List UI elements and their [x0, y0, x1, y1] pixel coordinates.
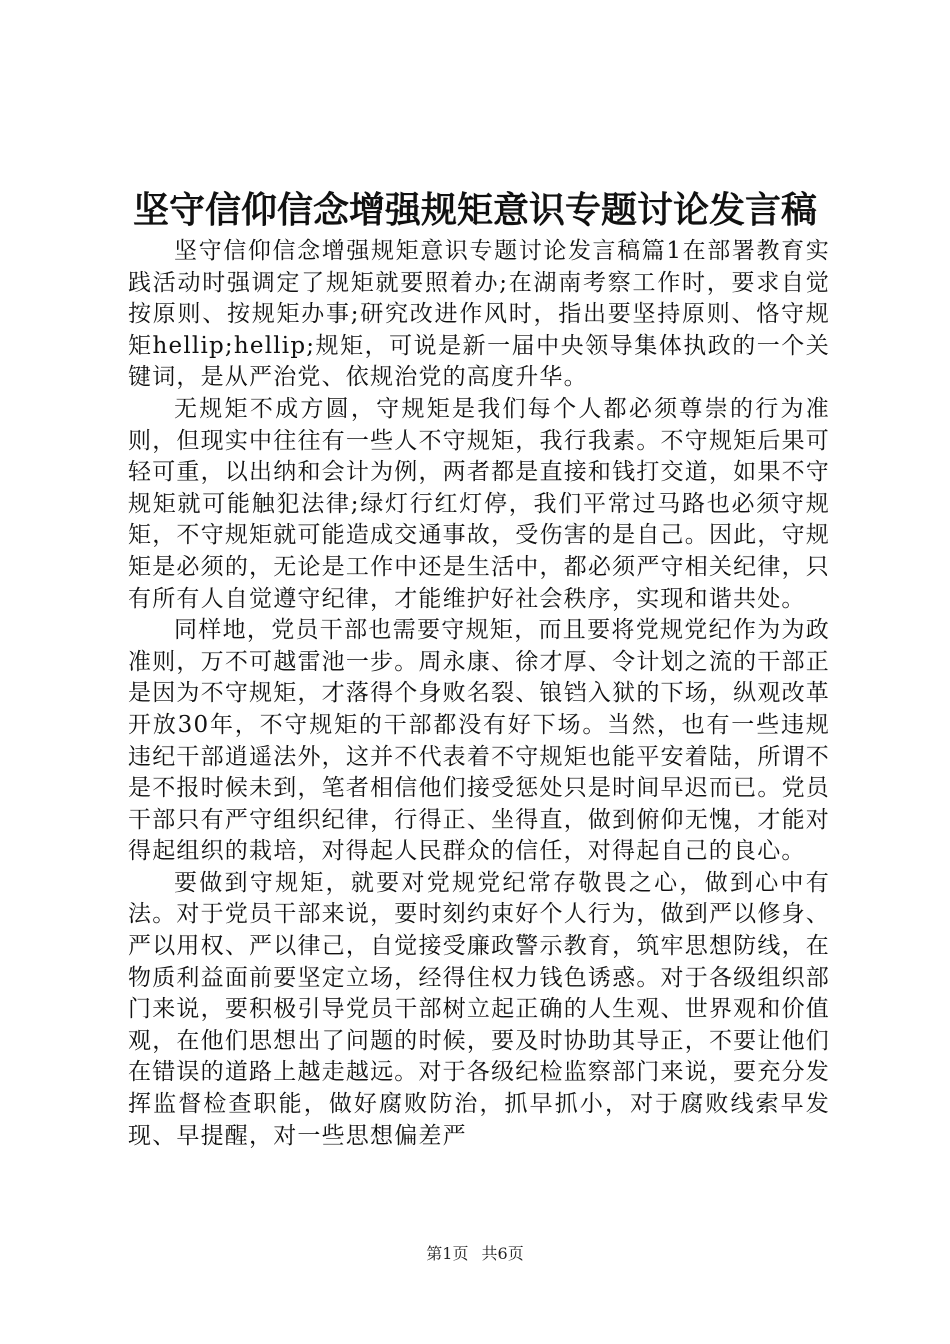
page-number: 第1页: [426, 1244, 469, 1263]
paragraph-1: 坚守信仰信念增强规矩意识专题讨论发言稿篇1在部署教育实践活动时强调定了规矩就要照着办;在湖南考察工作时，要求自觉按原则、按规矩办事;研究改进作风时，指出要坚持原则、恪守规矩hellip;hellip;规矩，可说是新一届中央领导集体执政的一个关键词，是从严治党、依规治党的高度升华。: [128, 238, 830, 391]
document-title: 坚守信仰信念增强规矩意识专题讨论发言稿: [132, 189, 817, 231]
paragraph-4: 要做到守规矩，就要对党规党纪常存敬畏之心，做到心中有法。对于党员干部来说，要时刻约束好个人行为，做到严以修身、严以用权、严以律己，自觉接受廉政警示教育，筑牢思想防线，在物质利益面前要坚定立场，经得住权力钱色诱惑。对于各级组织部门来说，要积极引导党员干部树立起正确的人生观、世界观和价值观，在他们思想出了问题的时候，要及时协助其导正，不要让他们在错误的道路上越走越远。对于各级纪检监察部门来说，要充分发挥监督检查职能，做好腐败防治，抓早抓小，对于腐败线索早发现、早提醒，对一些思想偏差严: [128, 869, 830, 1149]
paragraph-3: 同样地，党员干部也需要守规矩，而且要将党规党纪作为为政准则，万不可越雷池一步。周永康、徐才厚、令计划之流的干部正是因为不守规矩，才落得个身败名裂、锒铛入狱的下场，纵观改革开放30年，不守规矩的干部都没有好下场。当然，也有一些违规违纪干部逍遥法外，这并不代表着不守规矩也能平安着陆，所谓不是不报时候未到，笔者相信他们接受惩处只是时间早迟而已。党员干部只有严守组织纪律，行得正、坐得直，做到俯仰无愧，才能对得起组织的栽培，对得起人民群众的信任，对得起自己的良心。: [128, 617, 830, 865]
paragraph-2: 无规矩不成方圆，守规矩是我们每个人都必须尊崇的行为准则，但现实中往往有一些人不守规矩，我行我素。不守规矩后果可轻可重，以出纳和会计为例，两者都是直接和钱打交道，如果不守规矩就可能触犯法律;绿灯行红灯停，我们平常过马路也必须守规矩，不守规矩就可能造成交通事故，受伤害的是自己。因此，守规矩是必须的，无论是工作中还是生活中，都必须严守相关纪律，只有所有人自觉遵守纪律，才能维护好社会秩序，实现和谐共处。: [128, 395, 830, 612]
page-total: 共6页: [481, 1244, 524, 1263]
document-body: [128, 236, 830, 1152]
page-footer: [0, 1243, 950, 1265]
